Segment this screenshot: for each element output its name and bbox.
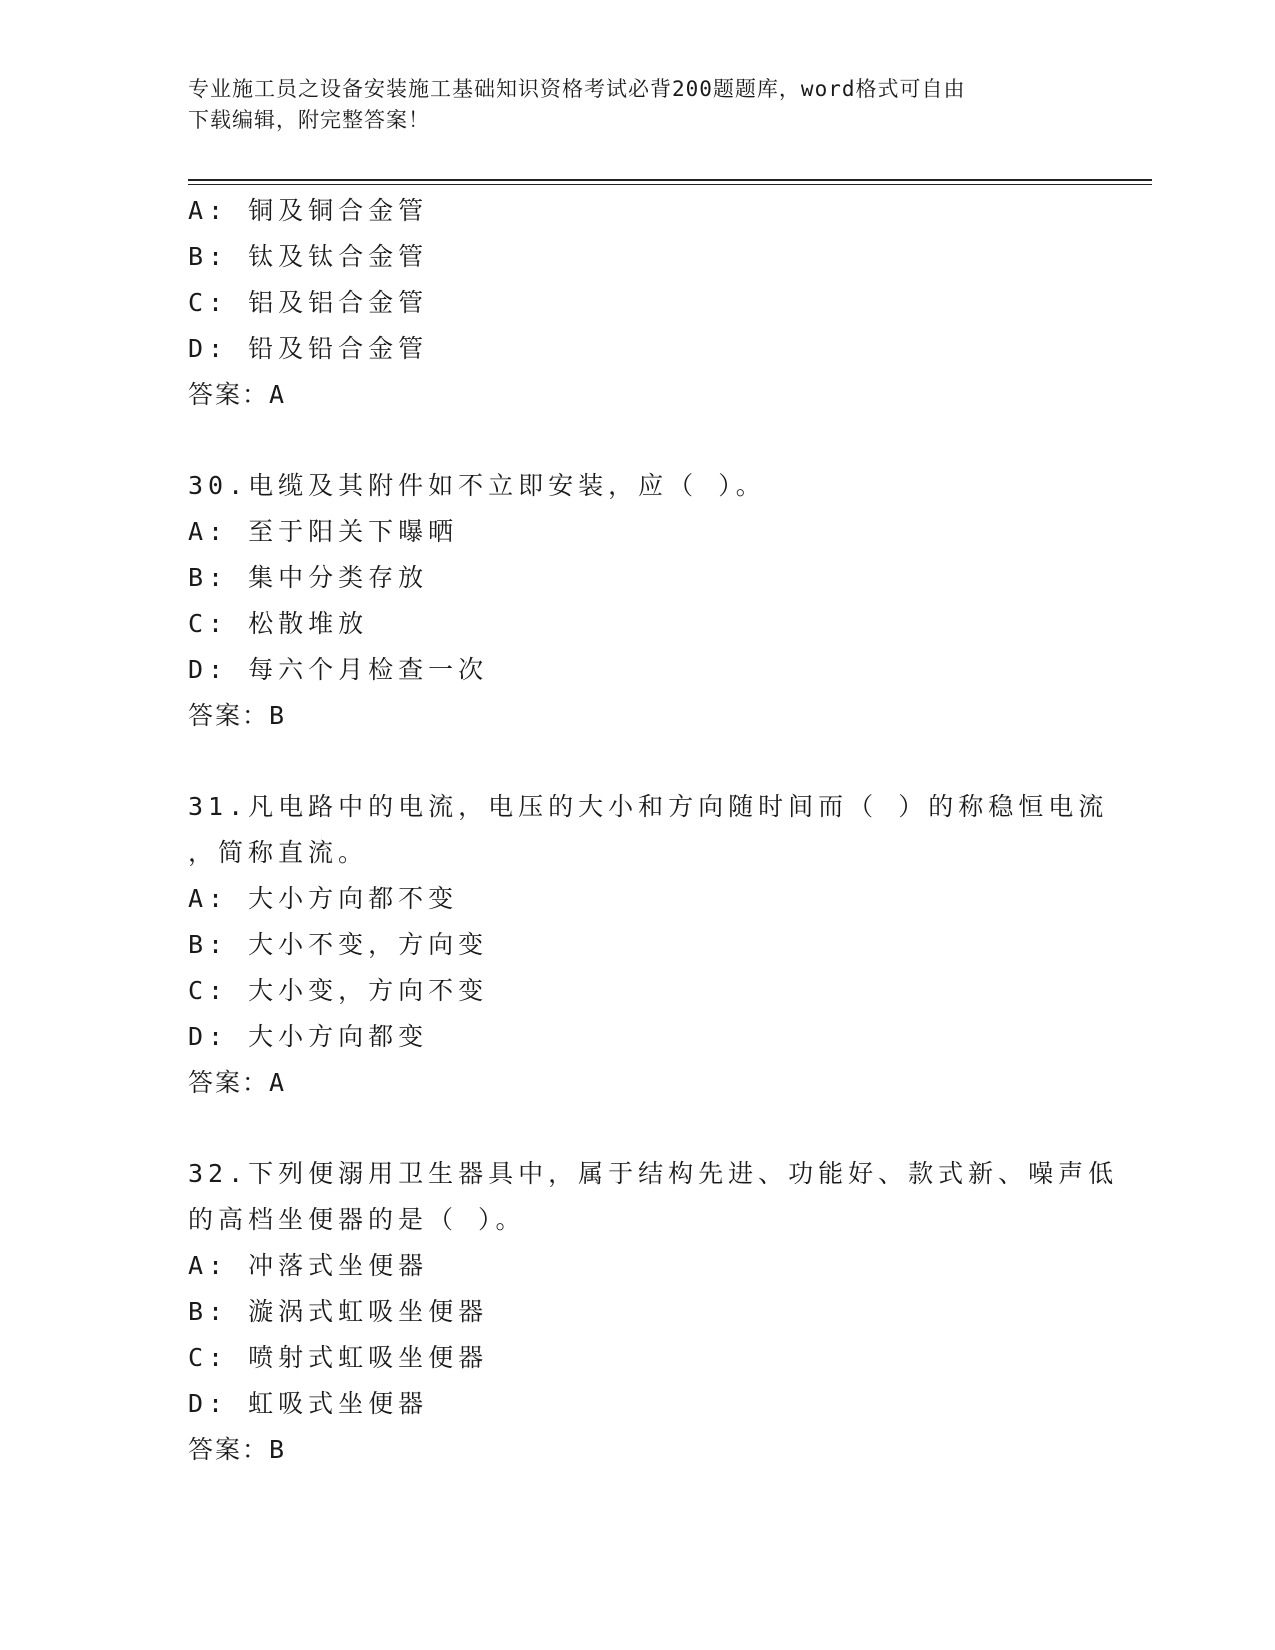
question-block-30 (188, 463, 1088, 739)
question-list (188, 188, 1119, 1473)
header-line-1: 专业施工员之设备安装施工基础知识资格考试必背200题题库，word格式可自由 (188, 77, 966, 101)
question-stem: 31.凡电路中的电流，电压的大小和方向随时间而（ ）的称稳恒电流 (188, 792, 1109, 821)
question-block-prev (188, 188, 1088, 418)
option-a: A: 铜及铜合金管 (188, 196, 429, 225)
header-line-2: 下载编辑，附完整答案！ (188, 108, 430, 132)
option-a: A: 至于阳关下曝晒 (188, 517, 459, 546)
option-b: B: 漩涡式虹吸坐便器 (188, 1297, 489, 1326)
question-block-32 (188, 1151, 1119, 1473)
option-b: B: 集中分类存放 (188, 563, 429, 592)
option-c: C: 松散堆放 (188, 609, 369, 638)
question-stem: 30.电缆及其附件如不立即安装，应（ ）。 (188, 471, 766, 500)
option-d: D: 大小方向都变 (188, 1022, 429, 1051)
option-a: A: 大小方向都不变 (188, 884, 459, 913)
question-stem-cont: 的高档坐便器的是（ ）。 (188, 1205, 526, 1234)
answer-line: 答案：A (188, 1068, 287, 1097)
option-b: B: 大小不变，方向变 (188, 930, 489, 959)
answer-line: 答案：B (188, 1435, 287, 1464)
question-stem-cont: ，简称直流。 (188, 838, 369, 867)
option-d: D: 每六个月检查一次 (188, 655, 489, 684)
option-b: B: 钛及钛合金管 (188, 242, 429, 271)
answer-line: 答案：A (188, 380, 287, 409)
option-a: A: 冲落式坐便器 (188, 1251, 429, 1280)
answer-line: 答案：B (188, 701, 287, 730)
header-divider (188, 179, 1152, 181)
question-block-31 (188, 784, 1109, 1106)
option-d: D: 铅及铅合金管 (188, 334, 429, 363)
option-c: C: 大小变，方向不变 (188, 976, 489, 1005)
option-c: C: 铝及铝合金管 (188, 288, 429, 317)
question-stem: 32.下列便溺用卫生器具中，属于结构先进、功能好、款式新、噪声低 (188, 1159, 1119, 1188)
document-header (188, 74, 1088, 136)
header-divider-thin (188, 184, 1152, 185)
option-c: C: 喷射式虹吸坐便器 (188, 1343, 489, 1372)
option-d: D: 虹吸式坐便器 (188, 1389, 429, 1418)
